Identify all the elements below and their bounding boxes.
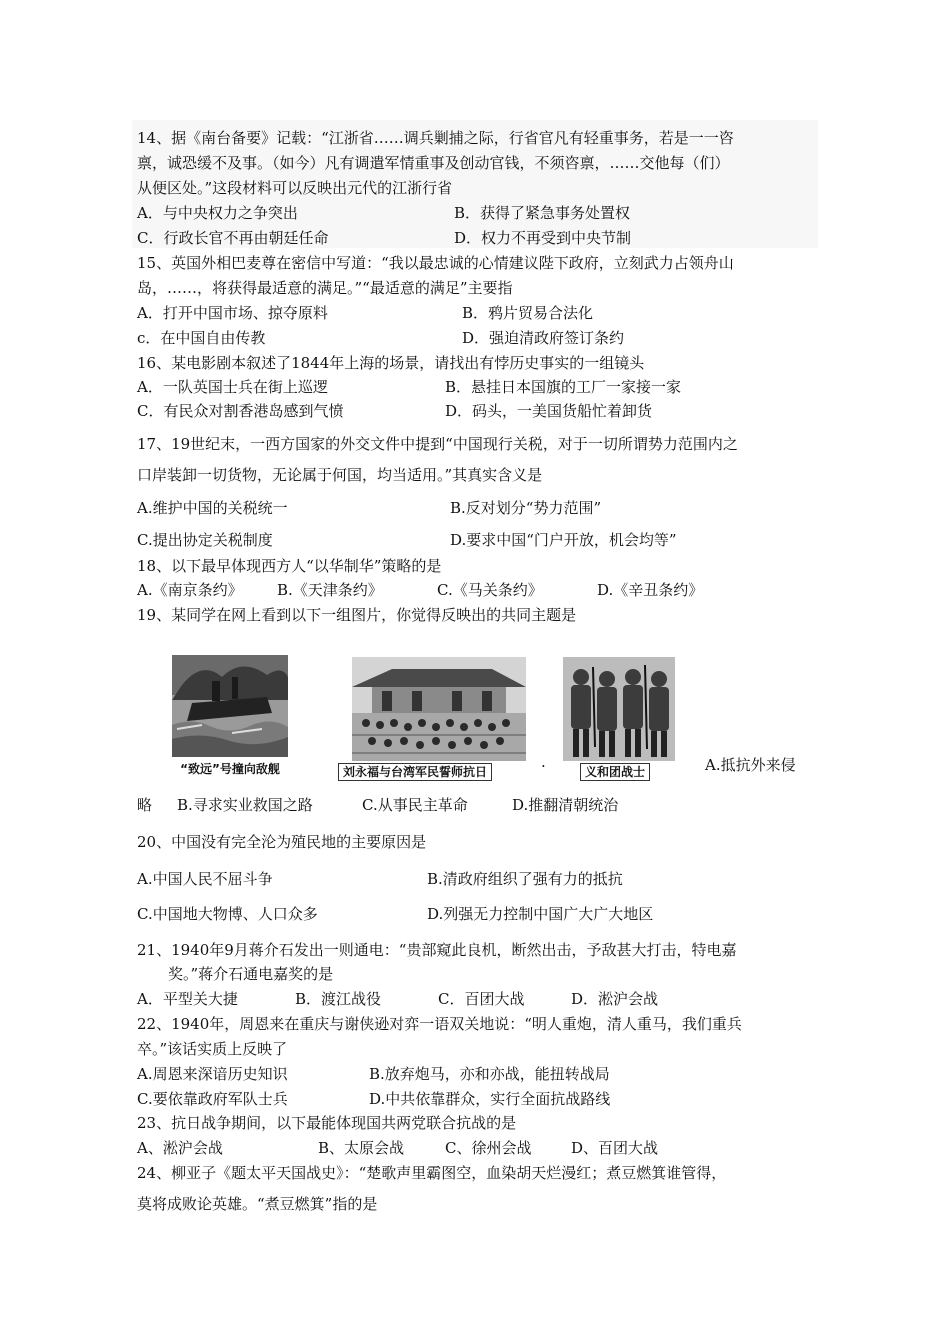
warship-illustration bbox=[172, 655, 288, 757]
q18-stem-line1: 18、以下最早体现西方人“以华制华”策略的是 bbox=[137, 557, 442, 575]
caption-boxer: 义和团战士 bbox=[580, 763, 650, 781]
q22-stem-line1: 22、1940年，周恩来在重庆与谢侠逊对弈一语双关地说：“明人重炮，清人重马，我们重兵 bbox=[137, 1015, 742, 1033]
q17-option-c: C.提出协定关税制度 bbox=[137, 531, 273, 549]
boxer-warriors-picture bbox=[560, 657, 680, 781]
q18-option-c: C.《马关条约》 bbox=[437, 581, 543, 599]
q15-option-a: A．打开中国市场、掠夺原料 bbox=[137, 304, 328, 322]
stray-dot: . bbox=[541, 753, 546, 771]
q16-option-d: D．码头，一美国货船忙着卸货 bbox=[445, 402, 653, 420]
q15-option-b: B．鸦片贸易合法化 bbox=[462, 304, 594, 322]
q23-option-d: D、百团大战 bbox=[571, 1139, 659, 1157]
q17-option-d: D.要求中国“门户开放，机会均等” bbox=[450, 531, 677, 549]
q21-stem-line2: 奖。”蒋介石通电嘉奖的是 bbox=[168, 965, 334, 983]
q14-stem-line1: 14、据《南台备要》记载：“江浙省……调兵剿捕之际，行省官凡有轻重事务，若是一一咨 bbox=[137, 129, 734, 147]
oath-ceremony-illustration bbox=[352, 657, 526, 761]
liu-yongfu-picture bbox=[340, 657, 540, 781]
q15-stem-line1: 15、英国外相巴麦尊在密信中写道：“我以最忠诚的心情建议陛下政府，立刻武力占领舟山 bbox=[137, 254, 734, 272]
q15-stem-line2: 岛，……，将获得最适意的满足。”“最适意的满足”主要指 bbox=[137, 279, 513, 297]
q17-stem-line2: 口岸装卸一切货物，无论属于何国，均当适用。”其真实含义是 bbox=[137, 466, 543, 484]
q23-stem-line1: 23、抗日战争期间，以下最能体现国共两党联合抗战的是 bbox=[137, 1114, 517, 1132]
q23-option-b: B、太原会战 bbox=[318, 1139, 405, 1157]
q21-stem-line1: 21、1940年9月蒋介石发出一则通电：“贵部窥此良机，断然出击，予敌甚大打击，特电嘉 bbox=[137, 941, 737, 959]
q18-option-b: B.《天津条约》 bbox=[277, 581, 383, 599]
q18-option-a: A.《南京条约》 bbox=[137, 581, 243, 599]
q14-option-c: C．行政长官不再由朝廷任命 bbox=[137, 229, 329, 247]
q21-option-c: C．百团大战 bbox=[438, 990, 525, 1008]
q20-stem-line1: 20、中国没有完全沦为殖民地的主要原因是 bbox=[137, 833, 427, 851]
q19-option-a-cont: 略 bbox=[137, 796, 153, 814]
q16-option-b: B．悬挂日本国旗的工厂一家接一家 bbox=[445, 378, 682, 396]
q23-option-a: A、淞沪会战 bbox=[137, 1139, 223, 1157]
q14-option-b: B．获得了紧急事务处置权 bbox=[454, 204, 631, 222]
q17-option-a: A.维护中国的关税统一 bbox=[137, 499, 288, 517]
q22-option-b: B.放弃炮马，亦和亦战，能扭转战局 bbox=[369, 1065, 610, 1083]
q24-stem-line2: 莫将成败论英雄。“煮豆燃箕”指的是 bbox=[137, 1195, 378, 1213]
q22-option-d: D.中共依靠群众，实行全面抗战路线 bbox=[369, 1090, 611, 1108]
q20-option-c: C.中国地大物博、人口众多 bbox=[137, 905, 318, 923]
q16-option-a: A．一队英国士兵在街上巡逻 bbox=[137, 378, 328, 396]
q21-option-d: D．淞沪会战 bbox=[571, 990, 659, 1008]
q17-option-b: B.反对划分“势力范围” bbox=[450, 499, 602, 517]
q18-option-d: D.《辛丑条约》 bbox=[597, 581, 704, 599]
q19-option-a: A.抵抗外来侵 bbox=[705, 756, 796, 774]
q24-stem-line1: 24、柳亚子《题太平天国战史》：“楚歌声里霸图空，血染胡天烂漫红；煮豆燃箕谁管得， bbox=[137, 1164, 727, 1182]
q23-option-c: C、徐州会战 bbox=[445, 1139, 532, 1157]
q19-option-d: D.推翻清朝统治 bbox=[512, 796, 619, 814]
q14-option-d: D．权力不再受到中央节制 bbox=[454, 229, 632, 247]
q19-option-b: B.寻求实业救国之路 bbox=[177, 796, 313, 814]
caption-zhiyuan: “致远”号撞向敌舰 bbox=[180, 762, 280, 776]
q15-option-d: D．强迫清政府签订条约 bbox=[462, 329, 625, 347]
zhiyuan-warship-picture bbox=[172, 655, 294, 779]
q16-option-c: C．有民众对割香港岛感到气愤 bbox=[137, 402, 344, 420]
q19-stem-line1: 19、某同学在网上看到以下一组图片，你觉得反映出的共同主题是 bbox=[137, 606, 577, 624]
q20-option-a: A.中国人民不屈斗争 bbox=[137, 870, 273, 888]
caption-liu-yongfu: 刘永福与台湾军民誓师抗日 bbox=[338, 763, 492, 781]
q14-stem-line2: 禀，诚恐缓不及事。（如今）凡有调遣军情重事及创动官钱，不须咨禀，……交他每（们） bbox=[137, 154, 730, 172]
q16-stem-line1: 16、某电影剧本叙述了1844年上海的场景，请找出有悖历史事实的一组镜头 bbox=[137, 354, 645, 372]
q17-stem-line1: 17、19世纪末，一西方国家的外交文件中提到“中国现行关税，对于一切所谓势力范围内之 bbox=[137, 435, 738, 453]
q22-option-c: C.要依靠政府军队士兵 bbox=[137, 1090, 288, 1108]
q15-option-c: c．在中国自由传教 bbox=[137, 329, 266, 347]
q14-stem-line3: 从便区处。”这段材料可以反映出元代的江浙行省 bbox=[137, 179, 453, 197]
q21-option-a: A．平型关大捷 bbox=[137, 990, 238, 1008]
q22-stem-line2: 卒。”该话实质上反映了 bbox=[137, 1040, 288, 1058]
q14-option-a: A．与中央权力之争突出 bbox=[137, 204, 298, 222]
q19-option-c: C.从事民主革命 bbox=[362, 796, 468, 814]
q22-option-a: A.周恩来深谙历史知识 bbox=[137, 1065, 288, 1083]
boxer-photo-illustration bbox=[563, 657, 675, 761]
q21-option-b: B．渡江战役 bbox=[295, 990, 382, 1008]
q20-option-b: B.清政府组织了强有力的抵抗 bbox=[427, 870, 623, 888]
q20-option-d: D.列强无力控制中国广大广大地区 bbox=[427, 905, 654, 923]
